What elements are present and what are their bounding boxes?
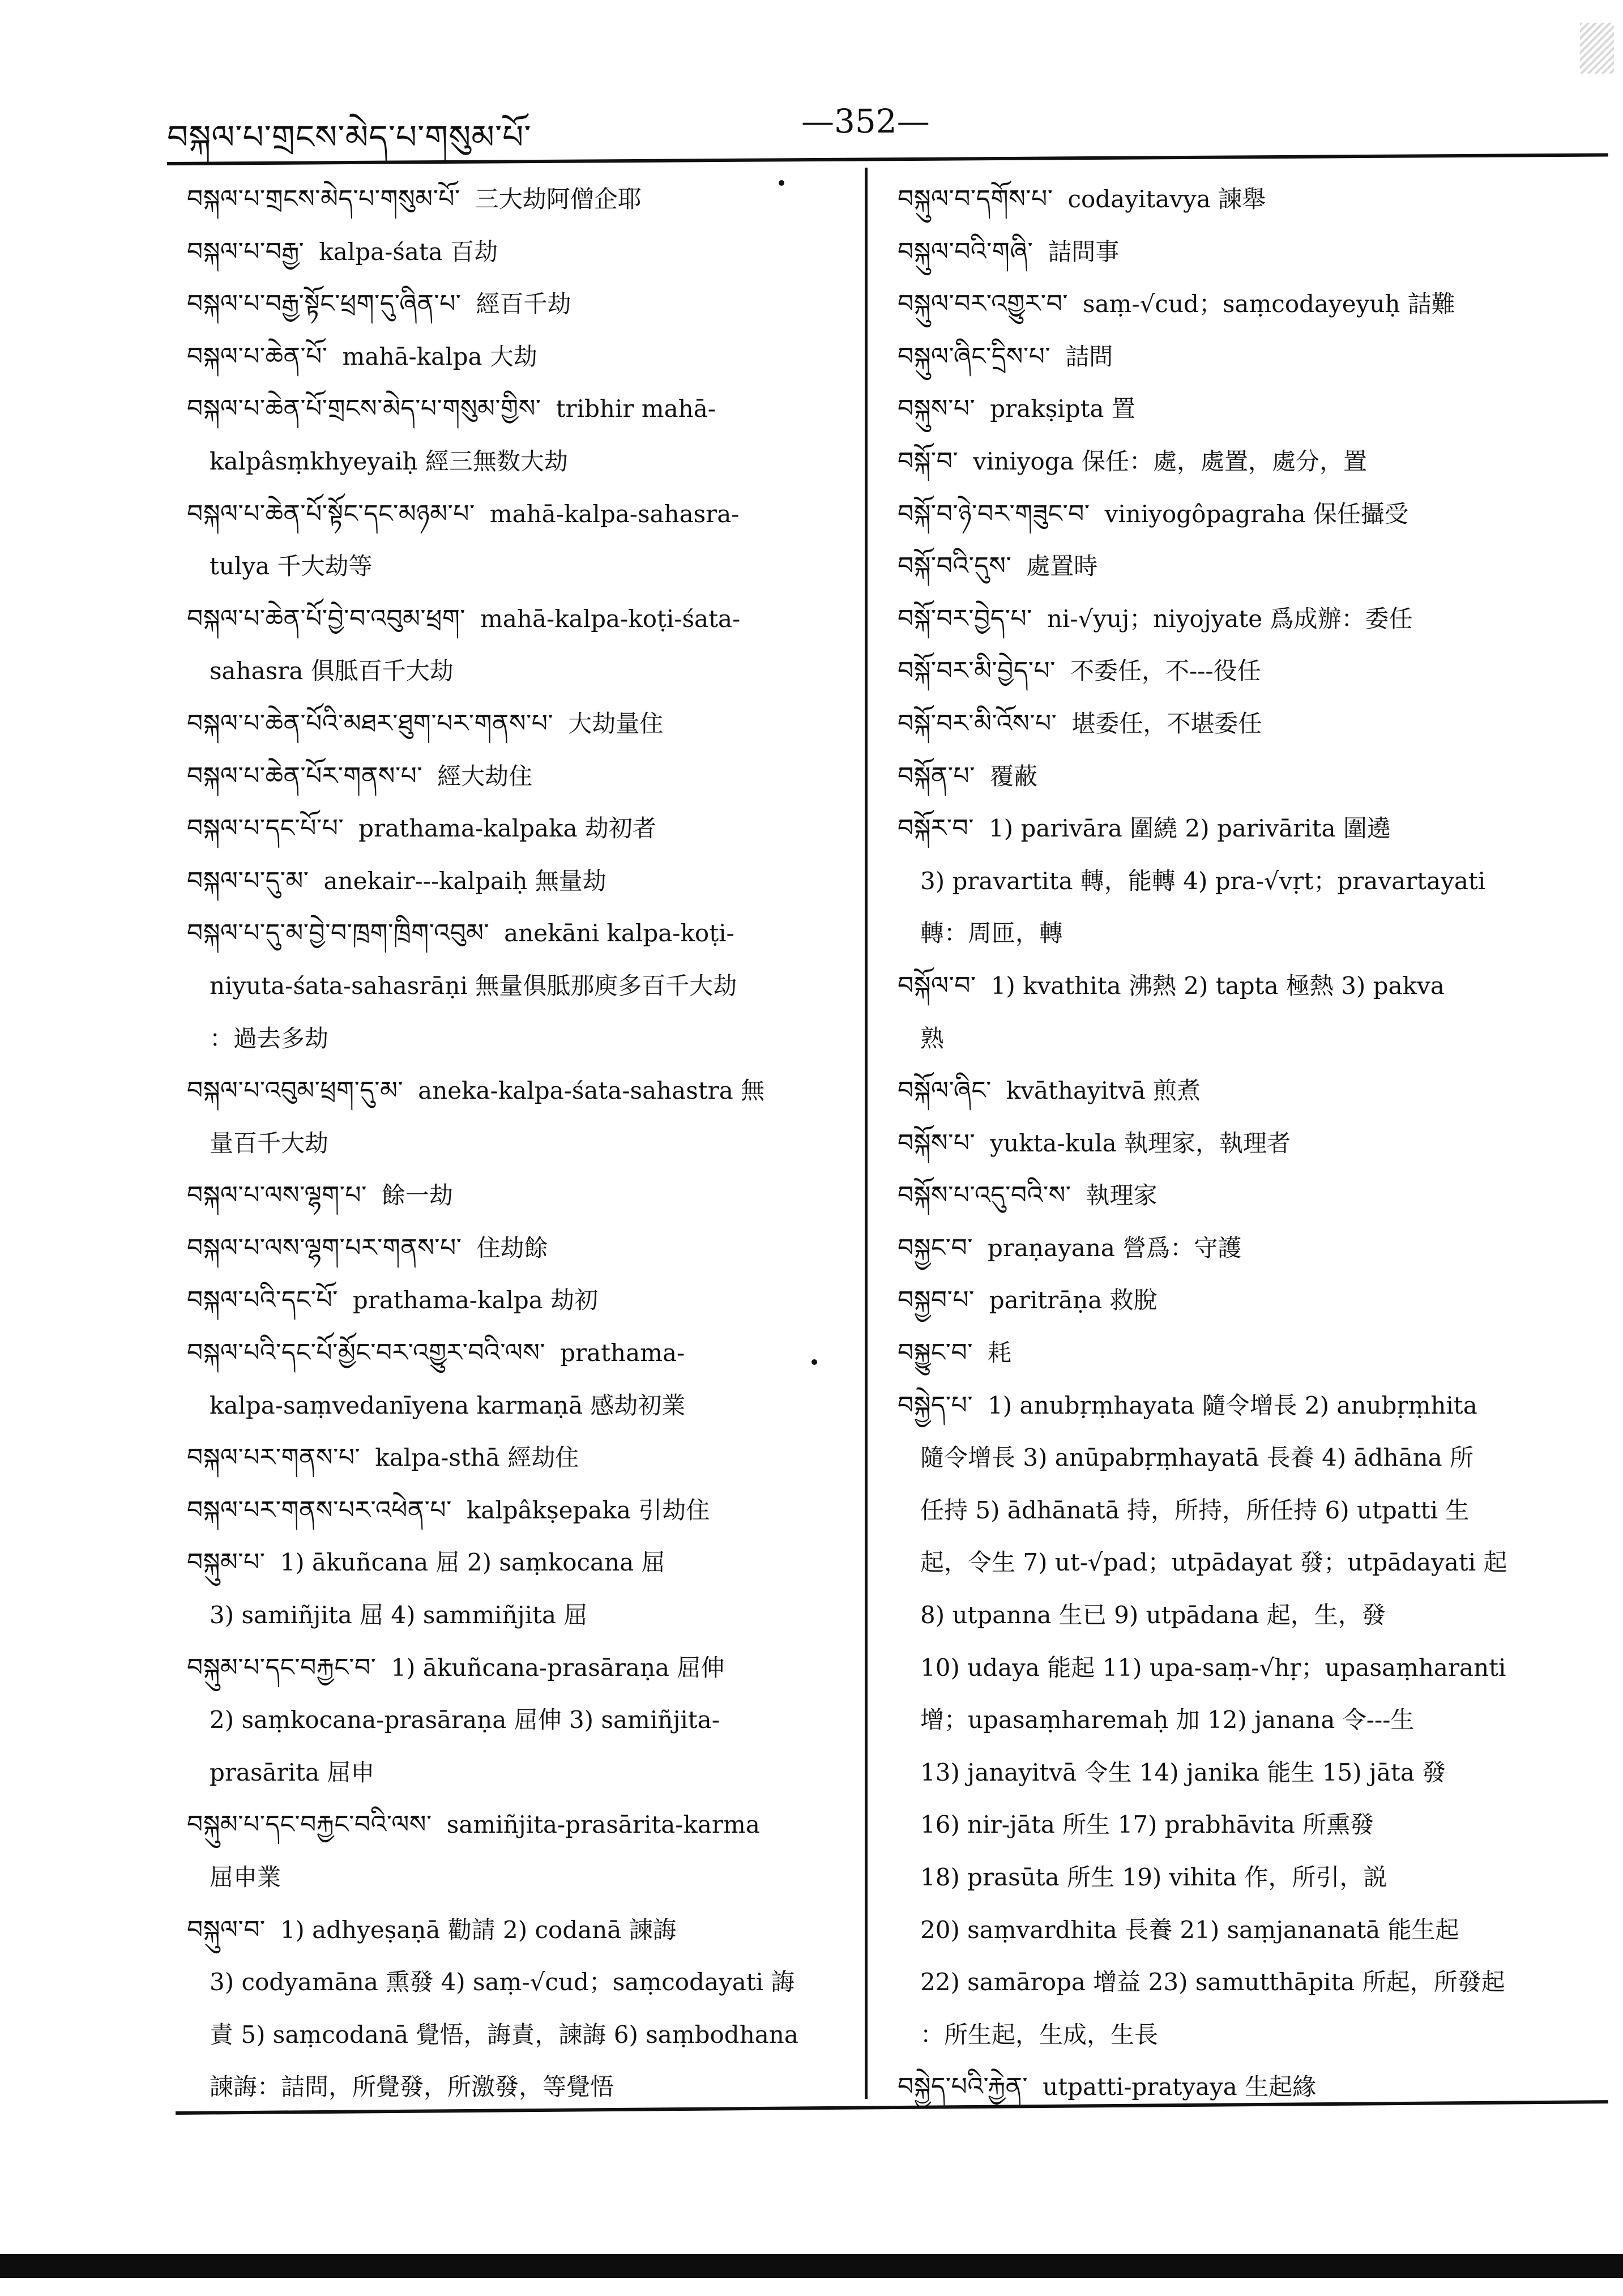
tibetan-headword: བསྐུལ་བར་འགྱུར་བ་ — [898, 289, 1069, 319]
tibetan-headword: བསྐལ་པ་ཆེན་པོའི་མཐར་ཐུག་པར་གནས་པ་ — [187, 709, 554, 738]
continuation-line — [898, 1013, 1608, 1065]
entry-line — [187, 855, 852, 908]
tibetan-headword: བསྐོ་བར་བྱེད་པ་ — [898, 604, 1032, 633]
gloss-text: 20) saṃvardhita 長養 21) saṃjananatā 能生起 — [920, 1915, 1459, 1944]
running-head: བསྐལ་པ་གྲངས་མེད་པ་གསུམ་པོ་ — [167, 118, 532, 156]
tibetan-headword: བསྐུམ་པ་དང་བརྐྱང་བའི་ལས་ — [187, 1810, 432, 1840]
entry-line — [187, 907, 852, 960]
tibetan-headword: བསྐོལ་བ་ — [898, 971, 976, 1000]
tibetan-headword: བསྐོ་བར་མི་བྱེད་པ་ — [898, 656, 1056, 686]
entry-line — [187, 1222, 852, 1275]
scan-corner-mark — [1580, 23, 1614, 74]
gloss-text: 經百千劫 — [476, 290, 571, 318]
gloss-text: mahā-kalpa-sahasra- — [489, 500, 740, 528]
entry-line — [898, 278, 1608, 331]
gloss-text: 1) parivāra 圍繞 2) parivārita 圍遶 — [989, 814, 1391, 843]
entry-line — [187, 488, 852, 541]
gloss-text: prasārita 屈申 — [210, 1758, 375, 1786]
entry-line — [898, 803, 1608, 855]
tibetan-headword: བསྐུམ་པ་དང་བརྐྱང་བ་ — [187, 1653, 377, 1682]
gloss-text: 詰問事 — [1048, 237, 1120, 266]
tibetan-headword: བསྐོལ་ཞིང་ — [898, 1076, 992, 1106]
continuation-line — [187, 436, 852, 488]
gloss-text: 3) samiñjita 屈 4) sammiñjita 屈 — [210, 1601, 588, 1629]
gloss-text: 屈申業 — [210, 1863, 281, 1891]
tibetan-headword: བསྐུལ་བ་དགོས་པ་ — [898, 185, 1053, 214]
gloss-text: ：過去多劫 — [210, 1024, 329, 1052]
entry-line — [187, 1537, 852, 1589]
continuation-line — [187, 1589, 852, 1642]
entry-line — [187, 1170, 852, 1222]
gloss-text: 1) ākuñcana-prasāraṇa 屈伸 — [391, 1653, 725, 1682]
gloss-text: saṃ-√cud；saṃcodayeyuḥ 詰難 — [1083, 290, 1455, 318]
continuation-line — [898, 1589, 1608, 1642]
tibetan-headword: བསྐལ་པ་འབུམ་ཕྲག་དུ་མ་ — [187, 1076, 404, 1106]
tibetan-headword: བསྐོན་པ་ — [898, 761, 975, 791]
continuation-line — [898, 1537, 1608, 1589]
gloss-text: utpatti-pratyaya 生起緣 — [1043, 2073, 1317, 2101]
gloss-text: 16) nir-jāta 所生 17) prabhāvita 所熏發 — [920, 1811, 1374, 1839]
tibetan-headword: བསྐྱེད་པ་ — [898, 1390, 973, 1420]
gloss-text: 隨令增長 3) anūpabṛṃhayatā 長養 4) ādhāna 所 — [920, 1444, 1474, 1472]
gloss-text: 2) saṃkocana-prasāraṇa 屈伸 3) samiñjita- — [210, 1706, 720, 1734]
tibetan-headword: བསྐོས་པ་ — [898, 1128, 976, 1158]
tibetan-headword: བསྐོ་བ་ཉེ་བར་གཟུང་བ་ — [898, 499, 1090, 528]
tibetan-headword: བསྐལ་པ་ཆེན་པོ་གྲངས་མེད་པ་གསུམ་གྱིས་ — [187, 394, 541, 424]
entry-line — [187, 1065, 852, 1117]
entry-line — [898, 331, 1608, 383]
gloss-text: 3) pravartita 轉，能轉 4) pra-√vṛt；pravartayati — [920, 867, 1486, 895]
entry-line — [187, 1274, 852, 1327]
entry-line — [187, 1327, 852, 1380]
gloss-text: codayitavya 諫舉 — [1067, 185, 1266, 213]
tibetan-headword: བསྐྱུང་བ་ — [898, 1338, 973, 1368]
tibetan-headword: བསྐོ་བ་ — [898, 446, 959, 476]
tibetan-headword: བསྐལ་པ་ཆེན་པོར་གནས་པ་ — [187, 761, 423, 791]
continuation-line — [187, 2009, 852, 2062]
gloss-text: niyuta-śata-sahasrāṇi 無量俱胝那庾多百千大劫 — [210, 971, 737, 1000]
entry-line — [187, 173, 852, 226]
entry-line — [187, 226, 852, 279]
tibetan-headword: བསྐལ་པ་དུ་མ་ — [187, 866, 309, 895]
gloss-text: kalpa-sthā 經劫住 — [375, 1444, 579, 1472]
tibetan-headword: བསྐོར་བ་ — [898, 814, 974, 843]
gloss-text: praṇayana 營爲：守護 — [987, 1234, 1242, 1262]
tibetan-headword: བསྐལ་པ་གྲངས་མེད་པ་གསུམ་པོ་ — [187, 185, 460, 214]
entry-line — [898, 226, 1608, 279]
entry-line — [898, 1065, 1608, 1117]
entry-line — [187, 1642, 852, 1695]
continuation-line — [187, 2061, 852, 2114]
gloss-text: prathama- — [560, 1339, 685, 1367]
gloss-text: 經大劫住 — [437, 762, 533, 790]
entry-line — [898, 1117, 1608, 1170]
entry-line — [898, 645, 1608, 698]
tibetan-headword: བསྐྱབ་པ་ — [898, 1286, 975, 1315]
continuation-line — [898, 907, 1608, 960]
continuation-line — [187, 645, 852, 698]
continuation-line — [898, 1694, 1608, 1747]
continuation-line — [187, 1851, 852, 1904]
continuation-line — [898, 855, 1608, 908]
tibetan-headword: བསྐལ་པ་ཆེན་པོ་བྱེ་བ་འབུམ་ཕྲག་ — [187, 604, 466, 633]
gloss-text: viniyogôpagraha 保任攝受 — [1104, 500, 1408, 528]
tibetan-headword: བསྐལ་པ་ལས་ལྷག་པར་གནས་པ་ — [187, 1233, 462, 1262]
tibetan-headword: བསྐོས་པ་འདུ་བའི་ས་ — [898, 1181, 1071, 1210]
entry-line — [187, 1432, 852, 1484]
continuation-line — [187, 1380, 852, 1432]
entry-line — [898, 488, 1608, 541]
gloss-text: samiñjita-prasārita-karma — [446, 1811, 760, 1839]
gloss-text: ：所生起，生成，生長 — [920, 2020, 1159, 2049]
gloss-text: 處置時 — [1026, 552, 1098, 581]
entry-line — [898, 383, 1608, 436]
entry-line — [898, 540, 1608, 593]
gloss-text: anekāni kalpa-koṭi- — [504, 919, 734, 948]
gloss-text: mahā-kalpa-koṭi-śata- — [480, 604, 741, 633]
entry-line — [898, 593, 1608, 646]
gloss-text: 起，令生 7) ut-√pad；utpādayat 發；utpādayati 起 — [920, 1548, 1507, 1577]
tibetan-headword: བསྐལ་པ་དང་པོ་པ་ — [187, 814, 344, 843]
continuation-line — [187, 960, 852, 1013]
entry-line — [898, 698, 1608, 750]
gloss-text: 詰問 — [1065, 342, 1113, 370]
tibetan-headword: བསྐལ་པའི་དང་པོ་ — [187, 1286, 338, 1315]
gloss-text: 堪委任，不堪委任 — [1071, 709, 1262, 737]
continuation-line — [187, 540, 852, 593]
gloss-text: kalpa-śata 百劫 — [319, 237, 498, 266]
tibetan-headword: བསྐོ་བའི་དུས་ — [898, 552, 1012, 581]
tibetan-headword: བསྐུལ་བ་ — [187, 1915, 266, 1944]
tibetan-headword: བསྐལ་པ་བརྒྱ་སྟོང་ཕྲག་དུ་ཞིན་པ་ — [187, 289, 462, 319]
entry-line — [898, 436, 1608, 488]
continuation-line — [898, 1747, 1608, 1799]
gloss-text: ni-√yuj；niyojyate 爲成辦：委任 — [1047, 604, 1413, 633]
gloss-text: 10) udaya 能起 11) upa-saṃ-√hṛ；upasaṃharanti — [920, 1653, 1506, 1682]
tibetan-headword: བསྐལ་པ་ཆེན་པོ་ — [187, 342, 328, 371]
gloss-text: tribhir mahā- — [556, 395, 716, 423]
right-column — [898, 173, 1608, 2114]
continuation-line — [898, 1799, 1608, 1851]
entry-line — [187, 803, 852, 855]
gloss-text: kvāthayitvā 煎煮 — [1006, 1077, 1201, 1105]
gloss-text: 轉：周匝，轉 — [920, 919, 1064, 948]
entry-line — [187, 383, 852, 436]
continuation-line — [898, 1642, 1608, 1695]
gloss-text: paritrāṇa 救脫 — [989, 1286, 1158, 1315]
entry-line — [898, 1327, 1608, 1380]
continuation-line — [898, 1904, 1608, 1957]
entry-line — [898, 1274, 1608, 1327]
gloss-text: yukta-kula 執理家，執理者 — [990, 1129, 1291, 1157]
tibetan-headword: བསྐུས་པ་ — [898, 394, 976, 424]
gloss-text: 量百千大劫 — [210, 1129, 329, 1157]
tibetan-headword: བསྐྱེད་པའི་རྐྱེན་ — [898, 2072, 1028, 2102]
gloss-text: kalpa-saṃvedanīyena karmaṇā 感劫初業 — [210, 1391, 686, 1419]
gloss-text: kalpâkṣepaka 引劫住 — [466, 1496, 710, 1524]
gloss-text: 不委任，不---役任 — [1070, 657, 1261, 685]
tibetan-headword: བསྐལ་པར་གནས་པར་འཕེན་པ་ — [187, 1495, 452, 1525]
continuation-line — [898, 2009, 1608, 2062]
entry-line — [898, 1380, 1608, 1432]
entry-line — [187, 1904, 852, 1957]
gloss-text: 22) samāropa 增益 23) samutthāpita 所起，所發起 — [920, 1968, 1505, 1996]
gloss-text: sahasra 俱胝百千大劫 — [210, 657, 454, 685]
entry-line — [187, 698, 852, 750]
tibetan-headword: བསྐུམ་པ་ — [187, 1548, 266, 1577]
entry-line — [187, 331, 852, 383]
gloss-text: prathama-kalpaka 劫初者 — [358, 814, 656, 843]
column-divider — [865, 168, 868, 2099]
gloss-text: 增；upasaṃharemaḥ 加 12) janana 令---生 — [920, 1706, 1415, 1734]
gloss-text: prakṣipta 置 — [990, 395, 1135, 423]
tibetan-headword: བསྐུལ་བའི་གཞི་ — [898, 237, 1033, 266]
tibetan-headword: བསྐལ་པ་ཆེན་པོ་སྟོང་དང་མཉམ་པ་ — [187, 499, 475, 528]
gloss-text: tulya 千大劫等 — [210, 552, 373, 581]
entry-line — [898, 750, 1608, 803]
gloss-text: 熟 — [920, 1024, 945, 1052]
gloss-text: 1) ākuñcana 屈 2) saṃkocana 屈 — [280, 1548, 665, 1577]
tibetan-headword: བསྐལ་པ་དུ་མ་བྱེ་བ་ཁྲག་ཁྲིག་འབུམ་ — [187, 919, 490, 948]
continuation-line — [898, 1484, 1608, 1537]
gloss-text: kalpâsṃkhyeyaiḥ 經三無数大劫 — [210, 447, 568, 475]
continuation-line — [187, 1747, 852, 1799]
tibetan-headword: བསྐལ་པ་བརྒྱ་ — [187, 237, 305, 266]
tibetan-headword: བསྐལ་པར་གནས་པ་ — [187, 1443, 361, 1473]
gloss-text: 執理家 — [1086, 1181, 1158, 1210]
continuation-line — [898, 1851, 1608, 1904]
gloss-text: 住劫餘 — [476, 1234, 548, 1262]
entry-line — [898, 1170, 1608, 1222]
gloss-text: 任持 5) ādhānatā 持，所持，所任持 6) utpatti 生 — [920, 1496, 1470, 1524]
gloss-text: 諫誨：詰問，所覺發，所激發，等覺悟 — [210, 2073, 614, 2101]
gloss-text: mahā-kalpa 大劫 — [342, 342, 537, 370]
entry-line — [187, 1799, 852, 1851]
continuation-line — [187, 1956, 852, 2009]
tibetan-headword: བསྐྱང་བ་ — [898, 1233, 973, 1262]
gloss-text: 1) anubṛṃhayata 隨令增長 2) anubṛṃhita — [988, 1391, 1477, 1419]
gloss-text: 1) adhyeṣaṇā 勸請 2) codanā 諫誨 — [280, 1915, 677, 1944]
entry-line — [187, 1484, 852, 1537]
entry-line — [898, 173, 1608, 226]
gloss-text: 餘一劫 — [381, 1181, 453, 1210]
gloss-text: 耗 — [987, 1339, 1011, 1367]
continuation-line — [898, 1956, 1608, 2009]
entry-line — [187, 278, 852, 331]
gloss-text: 3) codyamāna 熏發 4) saṃ-√cud；saṃcodayati 誨 — [210, 1968, 795, 1996]
gloss-text: 8) utpanna 生已 9) utpādana 起，生，發 — [920, 1601, 1386, 1629]
scan-bottom-edge — [0, 2254, 1623, 2278]
gloss-text: 18) prasūta 所生 19) vihita 作，所引，説 — [920, 1863, 1387, 1891]
tibetan-headword: བསྐལ་པ་ལས་ལྷག་པ་ — [187, 1181, 367, 1210]
entry-line — [187, 593, 852, 646]
continuation-line — [187, 1013, 852, 1065]
gloss-text: prathama-kalpa 劫初 — [352, 1286, 599, 1315]
gloss-text: 1) kvathita 沸熱 2) tapta 極熱 3) pakva — [990, 971, 1445, 1000]
gloss-text: anekair---kalpaiḥ 無量劫 — [323, 867, 607, 895]
gloss-text: 三大劫阿僧企耶 — [475, 185, 642, 213]
page-number: —352— — [801, 102, 930, 140]
tibetan-headword: བསྐལ་པའི་དང་པོ་མྱོང་བར་འགྱུར་བའི་ལས་ — [187, 1338, 546, 1368]
gloss-text: 13) janayitvā 令生 14) janika 能生 15) jāta 發 — [920, 1758, 1446, 1786]
tibetan-headword: བསྐུལ་ཞིང་དྲིས་པ་ — [898, 342, 1051, 371]
continuation-line — [898, 1432, 1608, 1484]
gloss-text: 責 5) saṃcodanā 覺悟，誨責，諫誨 6) saṃbodhana — [210, 2020, 798, 2049]
tibetan-headword: བསྐོ་བར་མི་འོས་པ་ — [898, 709, 1057, 738]
left-column — [187, 173, 852, 2114]
continuation-line — [187, 1694, 852, 1747]
entry-line — [898, 960, 1608, 1013]
gloss-text: 大劫量住 — [568, 709, 664, 737]
gloss-text: aneka-kalpa-śata-sahastra 無 — [418, 1077, 765, 1105]
entry-line — [898, 1222, 1608, 1275]
entry-line — [187, 750, 852, 803]
gloss-text: viniyoga 保任：處，處置，處分，置 — [973, 447, 1368, 475]
gloss-text: 覆蔽 — [989, 762, 1037, 790]
continuation-line — [187, 1117, 852, 1170]
